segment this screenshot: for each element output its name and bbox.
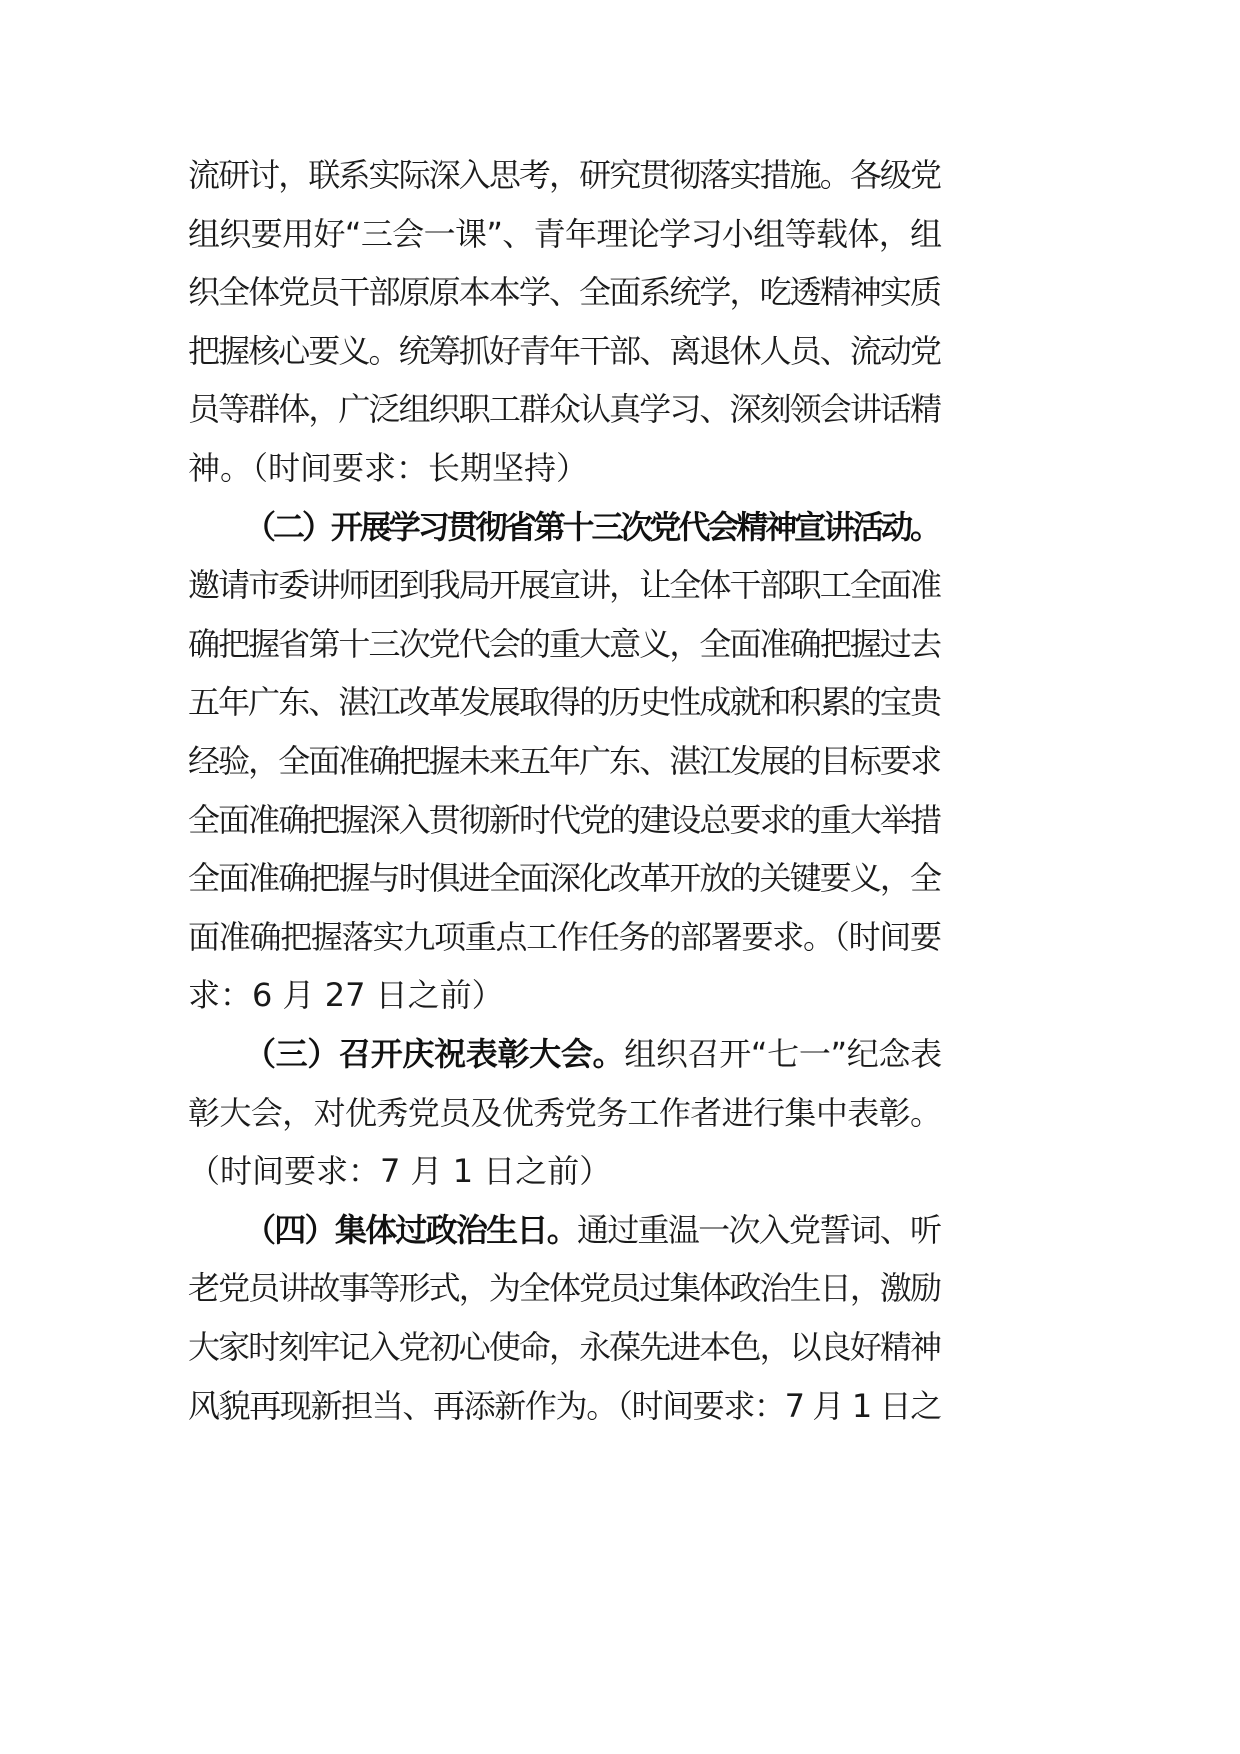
- body-text: 全面准确把握深入贯彻新时代党的建设总要求的重大举措: [188, 801, 941, 839]
- body-text: 通过重温一次入党誓词、听: [577, 1211, 941, 1249]
- body-text: 把握核心要义。统筹抓好青年干部、离退休人员、流动党: [188, 332, 941, 370]
- body-text: 五年广东、湛江改革发展取得的历史性成就和积累的宝贵: [188, 683, 941, 721]
- body-text-line: [188, 1080, 941, 1146]
- body-text-line: [188, 318, 940, 384]
- body-text: 求：6 月 27 日之前）: [188, 976, 504, 1014]
- body-text-line: [188, 376, 940, 442]
- body-text: 组织要用好“三会一课”、青年理论学习小组等载体，组: [188, 215, 942, 253]
- section-heading-line: [244, 1197, 940, 1263]
- body-text: 面准确把握落实九项重点工作任务的部署要求。（时间要: [188, 918, 941, 956]
- body-text: 老党员讲故事等形式，为全体党员过集体政治生日，激励: [188, 1269, 941, 1307]
- body-text: 邀请市委讲师团到我局开展宣讲，让全体干部职工全面准: [188, 566, 941, 604]
- section-heading-line: [244, 494, 939, 560]
- body-text-line: [188, 845, 940, 911]
- body-text: 员等群体，广泛组织职工群众认真学习、深刻领会讲话精: [188, 390, 941, 428]
- body-text-line: [188, 201, 942, 267]
- body-text: 风貌再现新担当、再添新作为。（时间要求：7 月 1 日之: [188, 1387, 941, 1425]
- body-text-line: [188, 728, 940, 794]
- body-text-line: [188, 259, 940, 325]
- body-text-line: [188, 1373, 941, 1439]
- section-heading: （四）集体过政治生日。: [244, 1211, 578, 1249]
- body-text: 大家时刻牢记入党初心使命，永葆先进本色，以良好精神: [188, 1328, 941, 1366]
- body-text-line: [188, 1314, 940, 1380]
- body-text-line: [188, 904, 941, 970]
- body-text-line: [188, 787, 940, 853]
- section-heading-line: [244, 1021, 942, 1087]
- body-text-line: [188, 962, 504, 1028]
- body-text-line: [188, 1255, 940, 1321]
- body-text-line: [188, 611, 940, 677]
- body-text: 流研讨，联系实际深入思考，研究贯彻落实措施。各级党: [188, 156, 941, 194]
- body-text: 组织召开“七一”纪念表: [624, 1035, 942, 1073]
- section-heading: （三）召开庆祝表彰大会。: [244, 1035, 625, 1073]
- body-text: 经验，全面准确把握未来五年广东、湛江发展的目标要求: [188, 742, 941, 780]
- body-text: （时间要求：7 月 1 日之前）: [188, 1152, 612, 1190]
- body-text: 彰大会，对优秀党员及优秀党务工作者进行集中表彰。: [188, 1094, 942, 1132]
- body-text-line: [188, 142, 940, 208]
- section-heading: （二）开展学习贯彻省第十三次党代会精神宣讲活动。: [244, 508, 939, 546]
- body-text: 神。（时间要求：长期坚持）: [188, 449, 589, 487]
- body-text-line: [188, 435, 588, 501]
- body-text: 织全体党员干部原原本本学、全面系统学，吃透精神实质: [188, 273, 941, 311]
- body-text-line: [188, 552, 940, 618]
- body-text: 确把握省第十三次党代会的重大意义，全面准确把握过去: [188, 625, 941, 663]
- body-text-line: [188, 1138, 611, 1204]
- body-text-line: [188, 669, 940, 735]
- body-text: 全面准确把握与时俱进全面深化改革开放的关键要义，全: [188, 859, 941, 897]
